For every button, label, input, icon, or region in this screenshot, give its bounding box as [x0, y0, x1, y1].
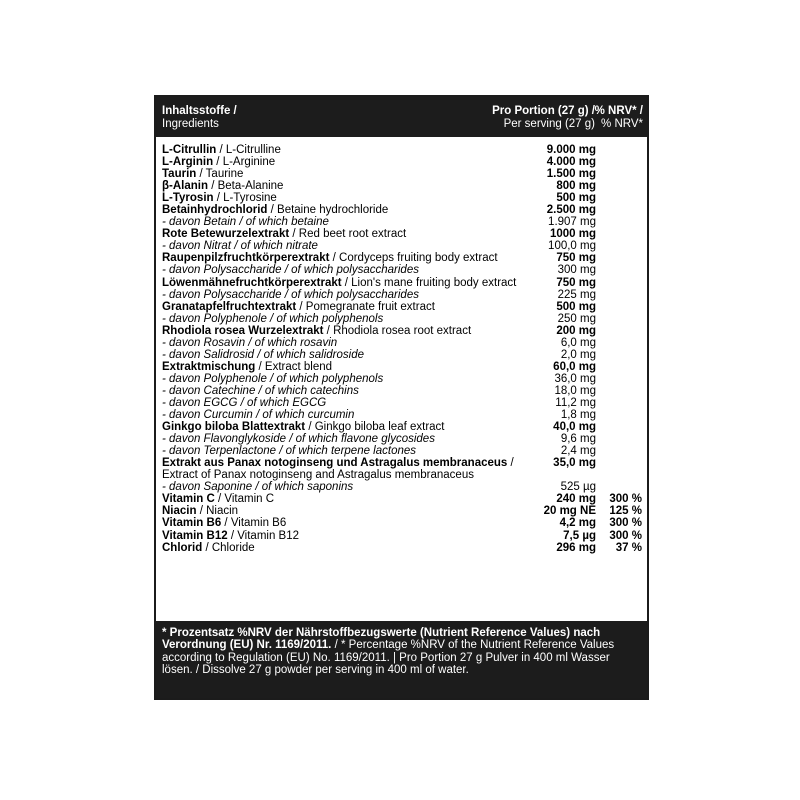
ingredient-name-en: / Ginkgo biloba leaf extract	[305, 421, 445, 434]
ingredient-name-de: Rote Betewurzelextrakt	[162, 228, 290, 241]
ingredient-name	[162, 264, 419, 276]
ingredient-name	[162, 228, 406, 240]
ingredient-name-en: - davon Polyphenole / of which polyphenols	[162, 312, 384, 325]
ingredient-name-de: Ginkgo biloba Blattextrakt	[162, 421, 306, 434]
ingredient-amount: 9,6 mg	[560, 433, 596, 446]
ingredient-amount: 500 mg	[556, 192, 596, 205]
ingredient-amount: 800 mg	[556, 180, 596, 193]
ingredient-amount: 36,0 mg	[554, 372, 596, 385]
ingredient-name-de: Chlorid	[162, 541, 203, 554]
ingredient-name-en: / Chloride	[202, 541, 255, 554]
header-nrv	[595, 105, 643, 131]
ingredient-list	[156, 144, 647, 554]
ingredient-row	[156, 204, 647, 216]
ingredient-row	[156, 373, 647, 385]
ingredient-name-en: / Cordyceps fruiting body extract	[329, 252, 498, 265]
ingredient-name-en: - davon Catechine / of which catechins	[162, 384, 359, 397]
ingredient-row	[156, 469, 647, 481]
footnote-bold: * Prozentsatz %NRV der Nährstoffbezugswerte (Nutrient Reference Values) nach Verordnung (EU) Nr. 1169/2011.	[162, 627, 601, 652]
ingredient-name-en: / L-Arginine	[213, 156, 276, 169]
ingredient-name-en: / Betaine hydrochloride	[267, 204, 389, 217]
ingredient-name-de: Rhodiola rosea Wurzelextrakt	[162, 324, 324, 337]
ingredient-name-en: / Rhodiola rosea root extract	[323, 324, 472, 337]
ingredient-amount: 1000 mg	[549, 228, 596, 241]
ingredient-row	[156, 156, 647, 168]
ingredient-name-de: Niacin	[162, 505, 197, 518]
ingredient-row	[156, 385, 647, 397]
ingredient-amount: 40,0 mg	[553, 421, 596, 434]
ingredient-amount: 240 mg	[556, 493, 596, 506]
ingredient-name-de: Granatapfelfruchtextrakt	[162, 300, 297, 313]
ingredient-name-de: Vitamin B12	[162, 529, 228, 542]
ingredient-name-en: - davon Nitrat / of which nitrate	[162, 240, 318, 253]
ingredient-name-en: - davon Terpenlactone / of which terpene lactones	[162, 445, 417, 458]
ingredient-amount: 750 mg	[556, 252, 596, 265]
ingredient-name	[162, 469, 474, 481]
ingredient-name-de: Löwenmähnefruchtkörperextrakt	[162, 276, 342, 289]
ingredient-row	[156, 252, 647, 264]
ingredient-row	[156, 409, 647, 421]
ingredient-row	[156, 180, 647, 192]
ingredient-name-en: / L-Tyrosine	[213, 192, 277, 205]
ingredient-name-en: / Vitamin B12	[227, 529, 300, 542]
ingredient-name-de: Raupenpilzfruchtkörperextrakt	[162, 252, 330, 265]
ingredient-amount: 750 mg	[556, 276, 596, 289]
ingredient-name	[162, 168, 243, 180]
ingredient-name-de: β-Alanin	[162, 180, 208, 193]
header-per-serving-en: Per serving (27 g)	[503, 118, 595, 130]
ingredient-name-en: /	[507, 457, 514, 470]
ingredient-nrv: 300 %	[609, 493, 642, 506]
ingredient-nrv: 125 %	[609, 505, 642, 518]
ingredient-row	[156, 144, 647, 156]
footnote-plain: / * Percentage %NRV of the Nutrient Reference Values according to Regulation (EU) No. 1169/2011. | Pro Portion 27 g Pulver in 400 ml Wasser lösen. / Dissolve 27 g powder per serving in 400 ml of water.	[162, 639, 615, 677]
ingredient-amount: 225 mg	[557, 288, 596, 301]
ingredient-name	[162, 385, 359, 397]
ingredient-nrv: 300 %	[609, 517, 642, 530]
ingredient-name	[162, 505, 238, 517]
ingredient-amount: 7,5 µg	[563, 529, 596, 542]
ingredient-name	[162, 192, 277, 204]
header-nrv-en: % NRV*	[601, 118, 643, 130]
ingredient-row	[156, 397, 647, 409]
ingredient-name-en: - davon Polyphenole / of which polyphenols	[162, 372, 384, 385]
ingredient-name	[162, 542, 255, 554]
ingredient-name	[162, 277, 516, 289]
ingredient-name-en: Extract of Panax notoginseng and Astragalus membranaceus	[162, 469, 474, 482]
ingredient-amount: 9.000 mg	[546, 144, 596, 156]
ingredient-name-en: / Vitamin C	[214, 493, 275, 506]
ingredient-amount: 525 µg	[560, 481, 596, 494]
ingredient-amount: 1.500 mg	[546, 168, 596, 181]
ingredient-amount: 250 mg	[557, 312, 596, 325]
ingredient-row	[156, 445, 647, 457]
ingredient-name-en: / Vitamin B6	[221, 517, 287, 530]
ingredient-name-en: - davon Betain / of which betaine	[162, 216, 329, 229]
ingredient-row	[156, 228, 647, 240]
ingredient-name-en: - davon Flavonglykoside / of which flavone glycosides	[162, 433, 435, 446]
ingredient-amount: 296 mg	[556, 541, 596, 554]
ingredient-name	[162, 156, 275, 168]
header-per-serving-de: Pro Portion (27 g) /	[492, 105, 595, 117]
ingredient-name	[162, 481, 353, 493]
ingredient-name-de: Vitamin C	[162, 493, 215, 506]
ingredient-amount: 200 mg	[556, 324, 596, 337]
ingredient-name	[162, 252, 498, 264]
ingredient-amount: 2.500 mg	[546, 204, 596, 217]
ingredient-row	[156, 542, 647, 554]
ingredient-name	[162, 325, 471, 337]
ingredient-name-de: L-Tyrosin	[162, 192, 214, 205]
ingredient-row	[156, 325, 647, 337]
ingredient-name-de: Vitamin B6	[162, 517, 222, 530]
ingredient-name-en: / Extract blend	[255, 360, 333, 373]
ingredient-row	[156, 313, 647, 325]
ingredient-name-en: / Lion's mane fruiting body extract	[341, 276, 517, 289]
ingredient-name-de: Extraktmischung	[162, 360, 256, 373]
ingredient-name-en: / Pomegranate fruit extract	[296, 300, 435, 313]
ingredient-amount: 4,2 mg	[559, 517, 596, 530]
ingredient-row	[156, 240, 647, 252]
ingredient-name-en: - davon Saponine / of which saponins	[162, 481, 354, 494]
ingredient-name	[162, 144, 281, 156]
ingredient-name	[162, 493, 274, 505]
ingredient-row	[156, 264, 647, 276]
ingredient-amount: 18,0 mg	[554, 384, 596, 397]
ingredient-name	[162, 216, 329, 228]
ingredient-row	[156, 216, 647, 228]
ingredient-name	[162, 530, 299, 542]
ingredient-row	[156, 457, 647, 469]
ingredient-name	[162, 240, 318, 252]
header-per-serving	[492, 105, 595, 131]
ingredient-amount: 300 mg	[557, 264, 596, 277]
ingredient-amount: 1,8 mg	[560, 409, 596, 422]
ingredient-name	[162, 349, 364, 361]
ingredient-name	[162, 204, 388, 216]
ingredient-name	[162, 289, 419, 301]
ingredient-name	[162, 517, 286, 529]
ingredient-name	[162, 313, 383, 325]
ingredient-name	[162, 337, 337, 349]
header-ingredients-en: Ingredients	[162, 118, 219, 130]
ingredient-name	[162, 421, 445, 433]
ingredient-name-en: / Red beet root extract	[289, 228, 407, 241]
ingredient-name	[162, 301, 435, 313]
ingredient-name-en: - davon Curcumin / of which curcumin	[162, 409, 355, 422]
ingredient-row	[156, 493, 647, 505]
ingredient-amount: 100,0 mg	[548, 240, 596, 253]
ingredient-row	[156, 277, 647, 289]
ingredient-row	[156, 530, 647, 542]
table-header	[156, 97, 647, 137]
ingredient-name-de: Extrakt aus Panax notoginseng und Astragalus membranaceus	[162, 457, 508, 470]
ingredient-row	[156, 505, 647, 517]
ingredient-name-en: - davon EGCG / of which EGCG	[162, 396, 327, 409]
ingredient-amount: 2,4 mg	[560, 445, 596, 458]
header-nrv-de: % NRV* /	[594, 105, 643, 117]
footnote	[156, 621, 647, 698]
ingredient-name-en: / L-Citrulline	[216, 144, 281, 156]
ingredient-amount: 35,0 mg	[553, 457, 596, 470]
ingredient-name-en: / Taurine	[196, 168, 244, 181]
ingredient-name-en: / Beta-Alanine	[208, 180, 284, 193]
ingredient-nrv: 300 %	[609, 529, 642, 542]
ingredient-nrv: 37 %	[615, 541, 642, 554]
ingredient-name	[162, 457, 514, 469]
nutrition-label	[154, 95, 649, 700]
header-ingredients-de: Inhaltsstoffe /	[162, 105, 237, 117]
ingredient-row	[156, 192, 647, 204]
ingredient-row	[156, 361, 647, 373]
ingredient-amount: 2,0 mg	[560, 348, 596, 361]
ingredient-name-de: L-Citrullin	[162, 144, 217, 156]
ingredient-name	[162, 361, 332, 373]
ingredient-amount: 1.907 mg	[548, 216, 596, 229]
ingredient-amount: 11,2 mg	[555, 396, 596, 409]
ingredient-name	[162, 433, 435, 445]
ingredient-name-de: Betainhydrochlorid	[162, 204, 268, 217]
ingredient-row	[156, 301, 647, 313]
ingredient-name	[162, 445, 416, 457]
ingredient-name	[162, 180, 283, 192]
ingredient-amount: 60,0 mg	[553, 360, 596, 373]
ingredient-amount: 20 mg NE	[543, 505, 596, 518]
ingredient-amount: 6,0 mg	[560, 336, 596, 349]
ingredient-name	[162, 397, 326, 409]
ingredient-name-en: / Niacin	[196, 505, 239, 518]
ingredient-row	[156, 168, 647, 180]
ingredient-row	[156, 481, 647, 493]
ingredient-name-de: L-Arginin	[162, 156, 214, 169]
ingredient-row	[156, 337, 647, 349]
ingredient-amount: 500 mg	[556, 300, 596, 313]
header-ingredients	[162, 105, 237, 131]
ingredient-row	[156, 289, 647, 301]
ingredient-name-en: - davon Rosavin / of which rosavin	[162, 336, 338, 349]
ingredient-row	[156, 421, 647, 433]
ingredient-row	[156, 433, 647, 445]
ingredient-row	[156, 517, 647, 529]
ingredient-name	[162, 373, 383, 385]
ingredient-name-en: - davon Polysaccharide / of which polysaccharides	[162, 288, 419, 301]
ingredient-name-en: - davon Salidrosid / of which salidroside	[162, 348, 364, 361]
ingredient-name-en: - davon Polysaccharide / of which polysaccharides	[162, 264, 419, 277]
ingredient-row	[156, 349, 647, 361]
ingredient-name	[162, 409, 354, 421]
ingredient-name-de: Taurin	[162, 168, 197, 181]
ingredient-amount: 4.000 mg	[546, 156, 596, 169]
